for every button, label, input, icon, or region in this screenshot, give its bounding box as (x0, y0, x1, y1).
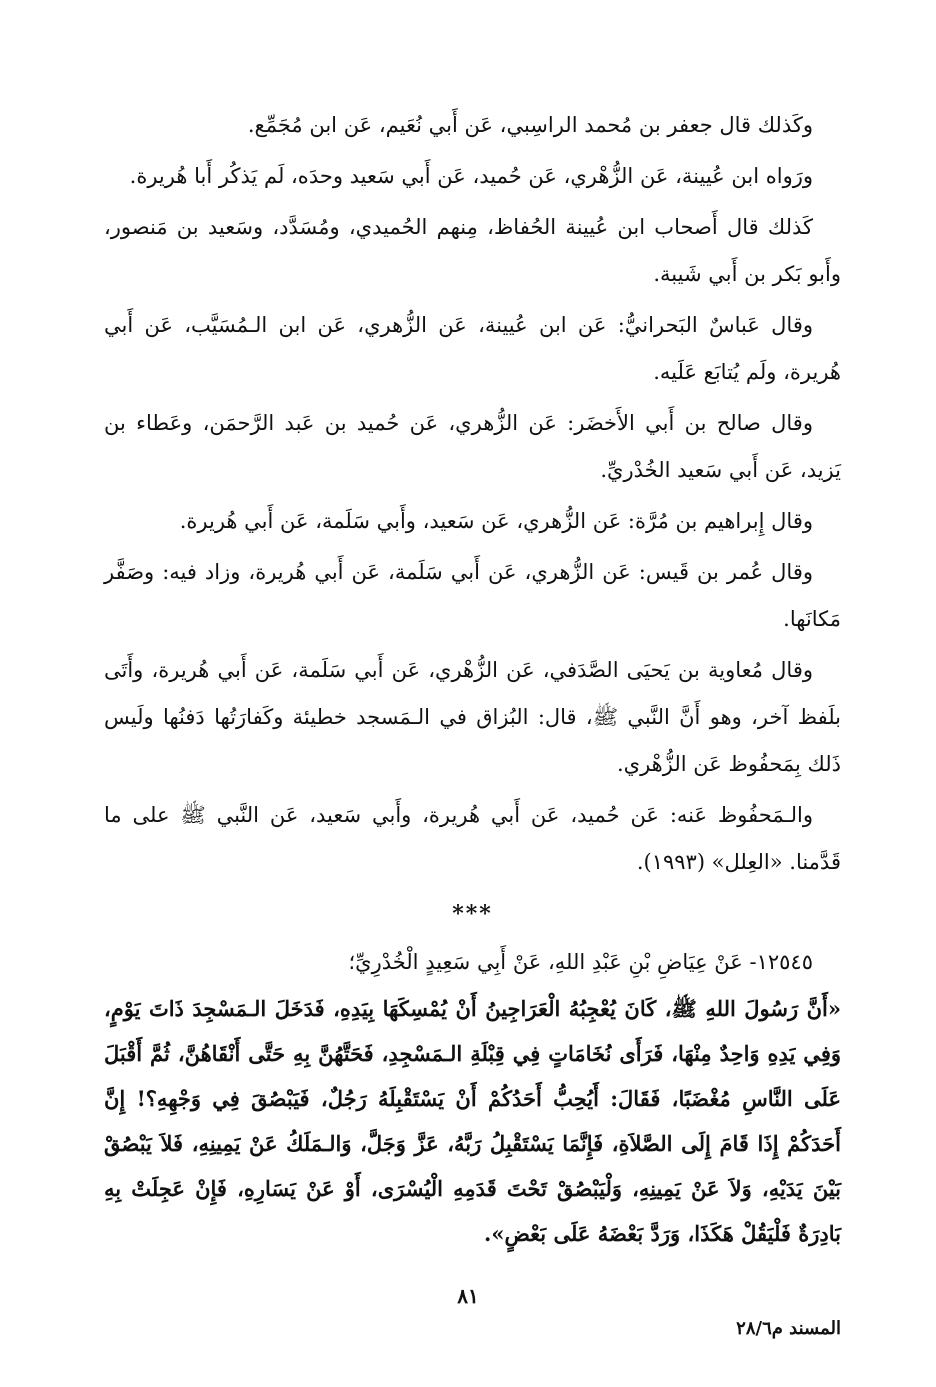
footer-signature: المسند م٢٨/٦ (736, 1318, 841, 1339)
paragraph-9: والـمَحفُوظ عَنه: عَن حُميد، عَن أَبي هُريرة، وأَبي سَعيد، عَن النَّبي ﷺ على ما قَدَّمنا. «العِلل» (١٩٩٣). (104, 803, 841, 874)
hadith-heading: ١٢٥٤٥- عَنْ عِيَاضِ بْنِ عَبْدِ اللهِ، عَنْ أَبِي سَعِيدٍ الْخُدْرِيِّ؛ (348, 950, 813, 974)
section-separator: *** (452, 901, 493, 927)
paragraph-6: وقال إِبراهيم بن مُرَّة: عَن الزُّهري، عَن سَعيد، وأَبي سَلَمة، عَن أَبي هُريرة. (179, 509, 813, 533)
paragraph-8: وقال مُعاوية بن يَحيَى الصَّدَفي، عَن الزُّهْري، عَن أَبي سَلَمة، عَن أَبي هُريرة، وأَتَى بلَفظ آخر، وهو أَنَّ النَّبي ﷺ، قال: البُزاق في الـمَسجد خطيئة وكَفارَتُها دَفنُها ولَيس ذَلك بِمَحفُوظ عَن الزُّهْري. (104, 658, 841, 776)
paragraph-2: ورَواه ابن عُيينة، عَن الزُّهْري، عَن حُميد، عَن أَبي سَعيد وحدَه، لَم يَذكُر أَبا هُريرة. (129, 164, 813, 188)
hadith-text: «أَنَّ رَسُولَ اللهِ ﷺ، كَانَ يُعْجِبُهُ الْعَرَاجِينُ أَنْ يُمْسِكَهَا بِيَدِهِ، فَدَخَلَ الـمَسْجِدَ ذَاتَ يَوْمٍ، وَفِي يَدِهِ وَاحِدٌ مِنْهَا، فَرَأَى نُخَامَاتٍ فِي قِبْلَةِ الـمَسْجِدِ، فَحَتَّهُنَّ بِهِ حَتَّى أَنْقَاهُنَّ، ثُمَّ أَقْبَلَ عَلَى النَّاسِ مُغْضَبًا، فَقَالَ: أَيُحِبُّ أَحَدُكُمْ أَنْ يَسْتَقْبِلَهُ رَجُلٌ، فَيَبْصُقَ فِي وَجْهِهِ؟! إِنَّ أَحَدَكُمْ إِذَا قَامَ إِلَى الصَّلاَةِ، فَإِنَّمَا يَسْتَقْبِلُ رَبَّهُ، عَزَّ وَجَلَّ، وَالـمَلَكُ عَنْ يَمِينِهِ، فَلاَ يَبْصُقْ بَيْنَ يَدَيْهِ، وَلاَ عَنْ يَمِينِهِ، وَلْيَبْصُقْ تَحْتَ قَدَمِهِ الْيُسْرَى، أَوْ عَنْ يَسَارِهِ، فَإِنْ عَجِلَتْ بِهِ بَادِرَةٌ فَلْيَقُلْ هَكَذَا، وَرَدَّ بَعْضَهُ عَلَى بَعْضٍ». (104, 996, 841, 1246)
paragraph-4: وقال عَباسٌ البَحرانيُّ: عَن ابن عُيينة، عَن الزُّهري، عَن ابن الـمُسَيَّب، عَن أَبي هُريرة، ولَم يُتابَع عَلَيه. (104, 313, 841, 384)
page-number: ٨١ (457, 1284, 479, 1308)
paragraph-5: وقال صالح بن أَبي الأَخضَر: عَن الزُّهري، عَن حُميد بن عَبد الرَّحمَن، وعَطاء بن يَزيد، عَن أَبي سَعيد الخُدْريِّ. (104, 411, 841, 482)
paragraph-3: كَذلك قال أَصحاب ابن عُيينة الحُفاظ، مِنهم الحُميدي، ومُسَدَّد، وسَعيد بن مَنصور، وأَبو بَكر بن أَبي شَيبة. (104, 215, 841, 286)
paragraph-7: وقال عُمر بن قَيس: عَن الزُّهري، عَن أَبي سَلَمة، عَن أَبي هُريرة، وزاد فيه: وصَفَّر مَكانَها. (104, 560, 841, 631)
main-text (104, 102, 841, 1256)
paragraph-1: وكَذلك قال جعفر بن مُحمد الراسِبي، عَن أَبي نُعَيم، عَن ابن مُجَمِّع. (247, 113, 813, 137)
